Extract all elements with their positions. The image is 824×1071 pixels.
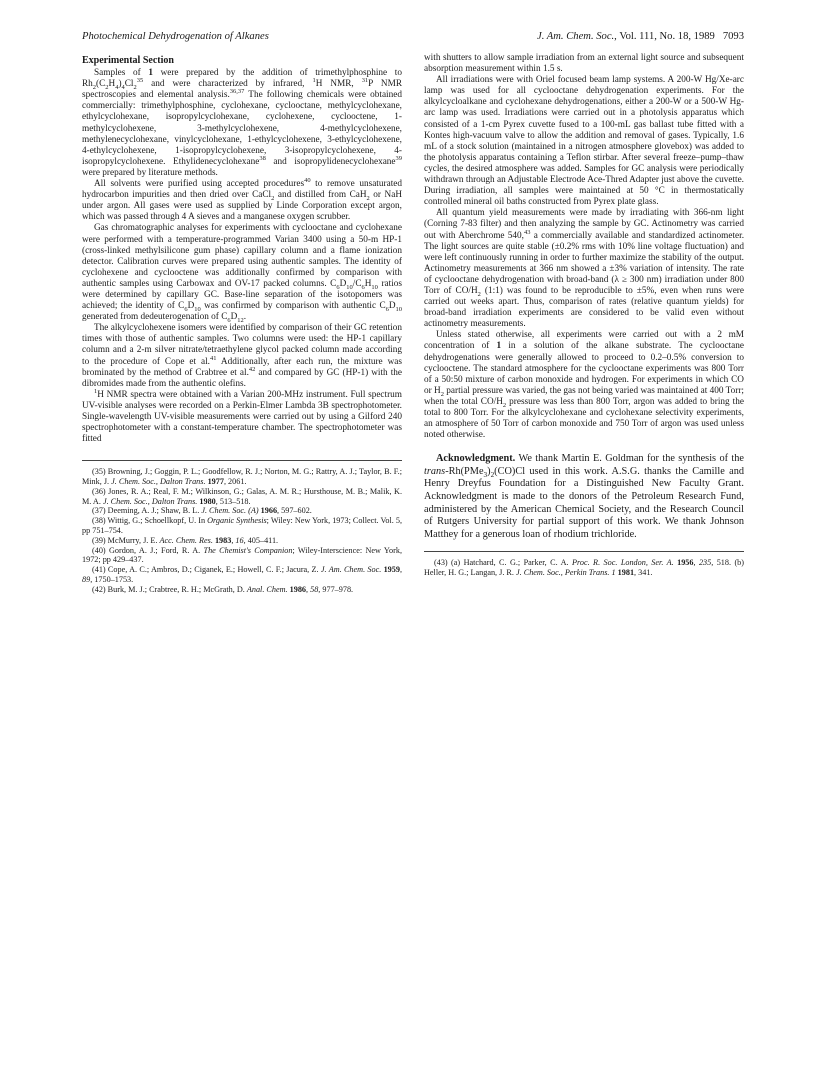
section-title: Experimental Section [82, 55, 174, 66]
paragraph: All irradiations were with Oriel focused beam lamp systems. A 200-W Hg/Xe-arc lamp was used for all cyclooctane dehydrogenation experiments. For the alkylcycloalkane and cyclohexane dehydrogenations, either a 200-W or a 500-W Hg-arc lamp was used. Irradiations were carried out in a photolysis apparatus which consisted of a 1-cm Pyrex cuvette fused to a 100-mL gas ballast tube fitted with a Kontes high-vacuum valve to allow the addition and removal of gases. Typically, 1.6 mL of a stock solution (maintained in a nitrogen atmosphere glovebox) was added to the photolysis apparatus containing a Teflon stirbar. After several freeze–pump–thaw cycles, the desired atmosphere was added. Samples for GC analysis were periodically withdrawn through an Adjustable Electrode Ace-Thred Adapter just above the cuvette. During irradiation, all samples were maintained at 50 °C in thermostatically controlled mineral oil baths constructed from Pyrex plate glass. [424, 75, 744, 208]
paragraph: Unless stated otherwise, all experiments were carried out with a 2 mM concentration of 1 in a solution of the alkane substrate. The cyclooctane dehydrogenations were generally allowed to proceed to 0.2–0.5% conversion to cyclooctene. The standard atmosphere for the cyclooctane experiments was 800 Torr of a 50:50 mixture of carbon monoxide and hydrogen. For experiments in which CO or $H_2$ partial pressure was varied, the gas not being varied was maintained at 400 Torr; when the total $CO/H_2$ pressure was less than 800 Torr, argon was added to bring the total to 800 Torr. For the alkylcyclohexane and cyclohexane selectivity experiments, an atmosphere of 50 Torr of carbon monoxide and 750 Torr of argon was used unless noted otherwise. [424, 330, 744, 441]
reference: (38) Wittig, G.; Schoellkopf, U. In Organic Synthesis; Wiley: New York, 1973; Collect. Vol. 5, pp 751–754. [82, 516, 402, 536]
journal-citation [537, 31, 744, 42]
journal-volume: Vol. 111, No. 18, 1989 [619, 31, 715, 42]
running-header [82, 31, 744, 45]
journal-name: J. Am. Chem. Soc., [537, 31, 617, 42]
page-number: 7093 [722, 31, 744, 42]
left-column [82, 53, 402, 595]
paragraph: The alkylcyclohexene isomers were identified by comparison of their GC retention times with those of authentic samples. Two columns were used: the HP-1 capillary column and a 2-m silver nitrate/tetraethylene glycol packed column made according to the procedure of Cope et al.$^{41}$ Additionally, after each run, the mixture was brominated by the method of Crabtree et al.$^{42}$ and compared by GC (HP-1) with the dibromides made from the authentic olefins. [82, 323, 402, 389]
reference: (37) Deeming, A. J.; Shaw, B. L. J. Chem. Soc. (A) 1966, 597–602. [92, 506, 312, 516]
reference: (41) Cope, A. C.; Ambros, D.; Ciganek, E.; Howell, C. F.; Jacura, Z. J. Am. Chem. Soc. 1959, 89, 1750–1753. [82, 565, 402, 585]
paragraph: All solvents were purified using accepted procedures$^{40}$ to remove unsaturated hydrocarbon impurities and then dried over CaCl$_2$ and distilled from CaH$_2$ or NaH under argon. All gases were used as supplied by Linde Corporation except argon, which was passed through 4 A sieves and a manganese oxygen scrubber. [82, 176, 402, 223]
right-column [424, 53, 744, 578]
footnotes-right [424, 551, 744, 578]
acknowledgment: Acknowledgment. We thank Martin E. Goldman for the synthesis of the trans-$Rh(PMe_3)_2(CO)Cl$ used in this work. A.S.G. thanks the Camille and Henry Dreyfus Foundation for a Distinguished New Faculty Grant. Acknowledgment is made to the donors of the Petroleum Research Fund, administered by the American Chemical Society, and the Research Council of Rutgers University for partial support of this work. We thank Johnson Matthey for a generous loan of rhodium trichloride. [424, 453, 744, 540]
paragraph: Gas chromatographic analyses for experiments with cyclooctane and cyclohexane were performed with a temperature-programmed Varian 3400 using a 50-m HP-1 (cross-linked methylsilicone gum phase) capillary column and a flame ionization detector. Calibration curves were prepared using authentic samples. The identity of cyclohexene and cyclooctene was additionally confirmed by comparison with authentic samples using Carbowax and OV-17 packed columns. $C_6D_{10}/C_6H_{10}$ ratios were determined by capillary GC. Base-line separation of the isotopomers was achieved; the identity of $C_6D_{10}$ was confirmed by comparison with authentic $C_6D_{10}$ generated from dedeuterogenation of $C_6D_{12}$. [82, 223, 402, 324]
reference: (36) Jones, R. A.; Real, F. M.; Wilkinson, G.; Galas, A. M. R.; Hursthouse, M. B.; Malik, K. M. A. J. Chem. Soc., Dalton Trans. 1980, 513–518. [82, 486, 402, 506]
paragraph: $^1$H NMR spectra were obtained with a Varian 200-MHz instrument. Full spectrum UV-visible analyses were recorded on a Perkin-Elmer Lambda 3B spectrophotometer. Single-wavelength UV-visible measurements were carried out by using a Gilford 240 spectrophotometer with a constant-temperature chamber. The spectrophotometer was fitted [82, 387, 402, 445]
reference: (43) (a) Hatchard, C. G.; Parker, C. A. Proc. R. Soc. London, Ser. A. 1956, 235, 518. (b) Heller, H. G.; Langan, J. R. J. Chem. Soc., Perkin Trans. 1 1981, 341. [424, 558, 744, 578]
footnotes-left [82, 460, 402, 594]
paragraph: Samples of 1 were prepared by the addition of trimethylphosphine to $Rh_2(C_2H_4)_4Cl_2^{35}$ and were characterized by infrared, $^1$H NMR, $^{31}$P NMR spectroscopies and elemental analysis.$^{36,37}$ The following chemicals were obtained commercially: trimethylphosphine, cyclohexane, cyclooctane, methylcyclohexane, ethylcyclohexane, isopropylcyclohexane, cyclohexene, cyclooctene, 1-methylcyclohexene, 3-methylcyclohexene, 4-methylcyclohexene, methylenecyclohexane, vinylcyclohexane, 1-ethylcyclohexene, 3-ethylcyclohexene, 4-ethylcyclohexene, 1-isopropylcyclohexene, 3-isopropylcyclohexene, 4-isopropylcyclohexene. Ethylidenecyclohexane$^{38}$ and isopropylidenecyclohexane$^{39}$ were prepared by literature methods. [82, 68, 402, 178]
paragraph: All quantum yield measurements were made by irradiating with 366-nm light (Corning 7-83 filter) and then analyzing the sample by GC. Actinometry was carried out with Aberchrome 540,43 a commercially available and standardized actinometer. The light sources are quite stable (±0.2% rms with 10% line voltage fluctuation) and were left continuously running in order to further maximize the stability of the output. Actinometry measurements at 366 nm showed a ±3% variation of intensity. The rate of cyclooctane dehydrogenation with broad-band (λ ≥ 300 nm) irradiation under 800 Torr of $CO/H_2$ (1:1) was found to be reproducible to ±5%, even when runs were carried out weeks apart. Thus, comparison of rates (relative quantum yields) for broad-band irradiation experiments are considered to be valid even without actinometry measurements. [424, 208, 745, 330]
running-title: Photochemical Dehydrogenation of Alkanes [82, 31, 269, 42]
reference: (35) Browning, J.; Goggin, P. L.; Goodfellow, R. J.; Norton, M. G.; Rattry, A. J.; Taylor, B. F.; Mink, J. J. Chem. Soc., Dalton Trans. 1977, 2061. [82, 467, 402, 487]
paragraph: with shutters to allow sample irradiation from an external light source and subsequent absorption measurement within 1.5 s. [424, 53, 744, 75]
reference: (40) Gordon, A. J.; Ford, R. A. The Chemist's Companion; Wiley-Interscience: New York, 1972; pp 429–437. [82, 545, 402, 565]
reference: (39) McMurry, J. E. Acc. Chem. Res. 1983, 16, 405–411. [92, 535, 279, 545]
acknowledgment-heading: Acknowledgment. [436, 453, 516, 465]
reference: (42) Burk, M. J.; Crabtree, R. H.; McGrath, D. Anal. Chem. 1986, 58, 977–978. [92, 584, 354, 594]
